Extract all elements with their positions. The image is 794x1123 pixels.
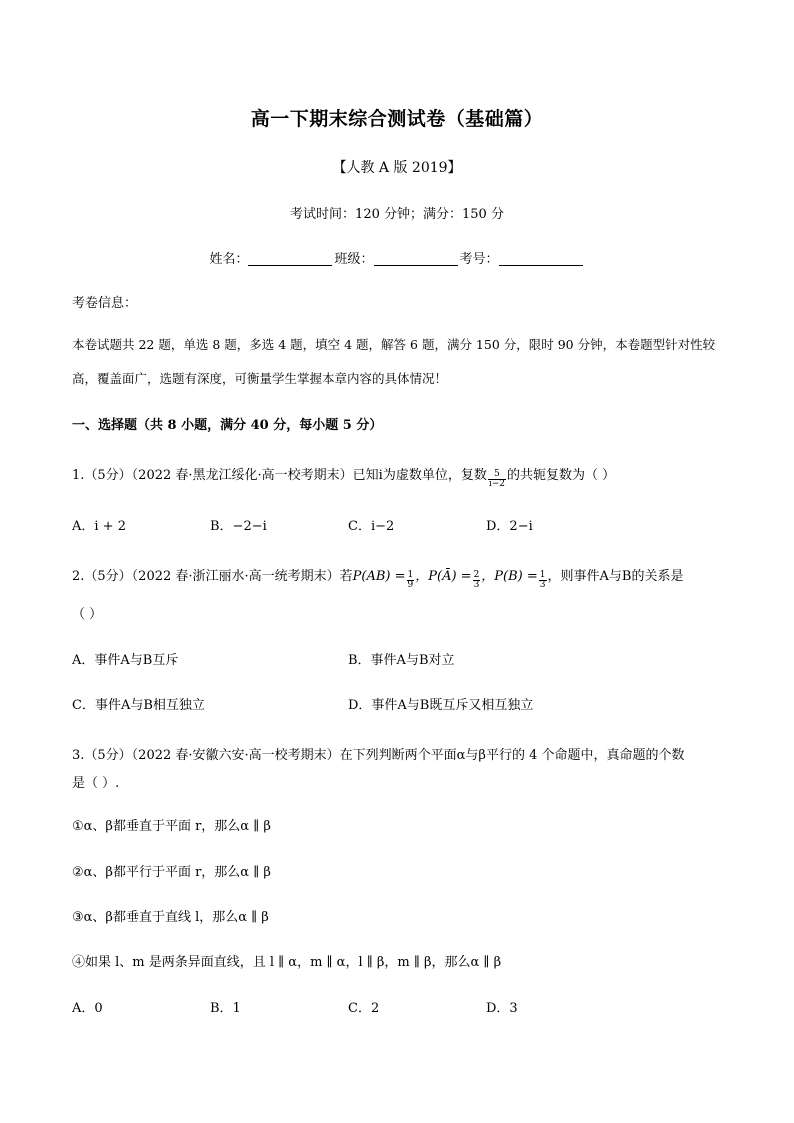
q3-option-d[interactable]: D．3	[486, 1001, 518, 1016]
q2-pa-den: 3	[473, 580, 480, 590]
q2-pa-fraction	[473, 571, 481, 590]
q2-pb-num: 1	[539, 570, 546, 580]
question-2-stem	[72, 565, 683, 590]
q1-stem-a: 1.（5分）（2022 春·黑龙江绥化·高一校考期末）已知i为虚数单位，复数	[72, 468, 487, 483]
q1-option-c[interactable]: C．i−2	[348, 519, 395, 534]
q3-item-4: ④如果 l、m 是两条异面直线，且 l ∥ α，m ∥ α，l ∥ β，m ∥ β，那么α ∥ β	[72, 955, 502, 970]
q1-stem-b: 的共轭复数为（ ）	[506, 468, 616, 483]
intro-body: 本卷试题共 22 题，单选 8 题，多选 4 题，填空 4 题，解答 6 题，满分 150 分，限时 90 分钟，本卷题型针对性较高，覆盖面广，选题有深度，可衡量学生掌握本章内容的具体情况！	[72, 337, 716, 386]
q1-option-b[interactable]: B．−2−i	[210, 519, 267, 534]
q3-option-a[interactable]: A．0	[72, 1001, 103, 1016]
intro-heading: 考卷信息：	[72, 296, 138, 311]
name-blank[interactable]	[248, 251, 332, 266]
edition-label: 【人教 A 版 2019】	[332, 160, 462, 176]
number-blank[interactable]	[499, 251, 583, 266]
exam-info: 考试时间：120 分钟；满分：150 分	[290, 207, 504, 222]
q2-pa-num: 2	[473, 570, 480, 580]
q1-frac-den: i−2	[488, 479, 505, 489]
q2-option-d[interactable]: D．事件A与B既互斥又相互独立	[348, 698, 534, 713]
q1-frac-num: 5	[488, 470, 506, 480]
question-3-stem: 3.（5分）（2022 春·安徽六安·高一校考期末）在下列判断两个平面α与β平行的 4 个命题中，真命题的个数	[72, 748, 685, 763]
section-heading: 一、选择题（共 8 小题，满分 40 分，每小题 5 分）	[72, 418, 383, 433]
q3-stem-b: 是（ ）.	[72, 776, 120, 791]
exam-title: 高一下期末综合测试卷（基础篇）	[250, 108, 544, 130]
number-label: 考号：	[459, 252, 499, 267]
q3-option-c[interactable]: C．2	[348, 1001, 380, 1016]
q2-pb-fraction	[539, 571, 547, 590]
q3-item-1: ①α、β都垂直于平面 r，那么α ∥ β	[72, 819, 271, 834]
student-info-row	[0, 248, 794, 267]
q2-pab: P(AB) =	[352, 569, 406, 584]
q2-option-c[interactable]: C．事件A与B相互独立	[72, 698, 205, 713]
question-1-stem	[72, 464, 615, 489]
q2-pab-num: 1	[407, 570, 414, 580]
class-label: 班级：	[334, 252, 374, 267]
q3-item-3: ③α、β都垂直于直线 l，那么α ∥ β	[72, 910, 269, 925]
q2-stem-b: ，则事件A与B的关系是	[547, 569, 684, 584]
q2-pb: ，P(B) =	[481, 569, 538, 584]
q2-pa: ，P(Ā) =	[415, 569, 472, 584]
q3-item-2: ②α、β都平行于平面 r，那么α ∥ β	[72, 865, 271, 880]
q2-pb-den: 3	[539, 580, 546, 590]
q2-stem-c: （ ）	[72, 607, 103, 622]
q2-option-b[interactable]: B．事件A与B对立	[348, 653, 455, 668]
class-blank[interactable]	[374, 251, 458, 266]
q2-pab-den: 9	[407, 580, 414, 590]
name-label: 姓名：	[209, 252, 249, 267]
q1-option-a[interactable]: A．i + 2	[72, 519, 126, 534]
q2-option-a[interactable]: A．事件A与B互斥	[72, 653, 179, 668]
q2-stem-a: 2.（5分）（2022 春·浙江丽水·高一统考期末）若	[72, 569, 353, 584]
q3-option-b[interactable]: B．1	[210, 1001, 241, 1016]
q2-pab-fraction	[407, 571, 415, 590]
q1-fraction	[488, 470, 506, 489]
q1-option-d[interactable]: D．2−i	[486, 519, 533, 534]
